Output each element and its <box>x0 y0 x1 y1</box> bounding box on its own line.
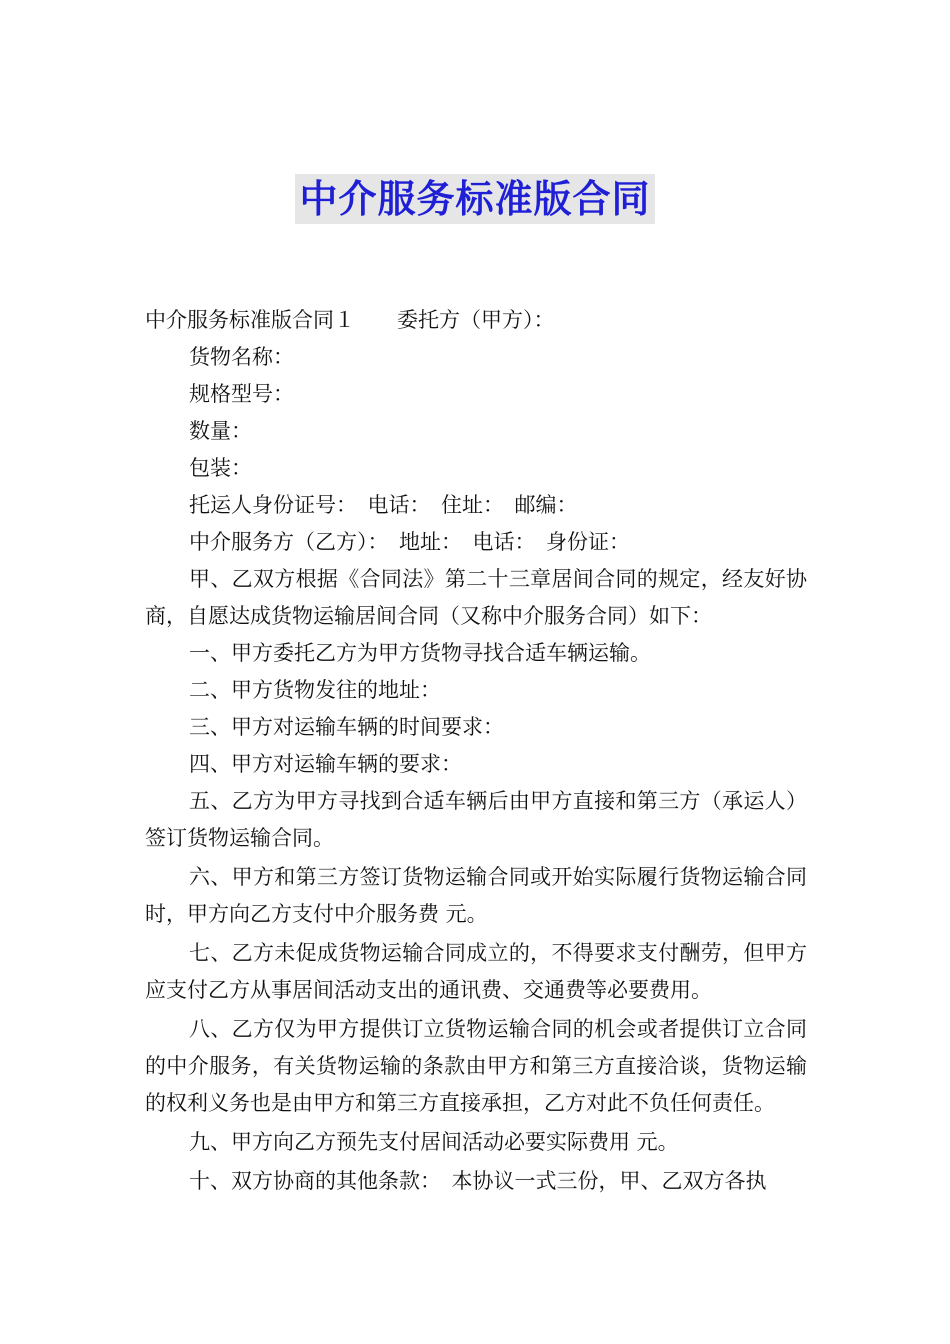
paragraph: 三、甲方对运输车辆的时间要求： <box>189 715 504 739</box>
paragraph: 甲、乙双方根据《合同法》第二十三章居间合同的规定，经友好协商，自愿达成货物运输居间合同（又称中介服务合同）如下： <box>145 567 807 628</box>
paragraph: 八、乙方仅为甲方提供订立货物运输合同的机会或者提供订立合同的中介服务，有关货物运输的条款由甲方和第三方直接洽谈，货物运输的权利义务也是由甲方和第三方直接承担，乙方对此不负任何责任。 <box>145 1017 807 1115</box>
paragraph: 中介服务方（乙方）： 地址： 电话： 身份证： <box>189 530 630 554</box>
paragraph: 中介服务标准版合同１ 委托方（甲方）： <box>145 308 555 332</box>
title-container <box>0 174 950 224</box>
paragraph: 十、双方协商的其他条款： 本协议一式三份，甲、乙双方各执 <box>189 1169 767 1193</box>
paragraph: 二、甲方货物发往的地址： <box>189 678 441 702</box>
paragraph: 四、甲方对运输车辆的要求： <box>189 752 462 776</box>
paragraph: 数量： <box>189 419 252 443</box>
document-title: 中介服务标准版合同 <box>295 174 654 224</box>
document-body <box>145 302 807 1200</box>
paragraph: 货物名称： <box>189 345 294 369</box>
paragraph: 一、甲方委托乙方为甲方货物寻找合适车辆运输。 <box>189 641 651 665</box>
paragraph: 托运人身份证号： 电话： 住址： 邮编： <box>189 493 578 517</box>
paragraph: 九、甲方向乙方预先支付居间活动必要实际费用 元。 <box>189 1130 679 1154</box>
paragraph: 五、乙方为甲方寻找到合适车辆后由甲方直接和第三方（承运人）签订货物运输合同。 <box>145 789 807 850</box>
paragraph: 七、乙方未促成货物运输合同成立的，不得要求支付酬劳，但甲方应支付乙方从事居间活动支出的通讯费、交通费等必要费用。 <box>145 941 807 1002</box>
paragraph: 包装： <box>189 456 252 480</box>
paragraph: 规格型号： <box>189 382 294 406</box>
paragraph: 六、甲方和第三方签订货物运输合同或开始实际履行货物运输合同时，甲方向乙方支付中介服务费 元。 <box>145 865 807 926</box>
